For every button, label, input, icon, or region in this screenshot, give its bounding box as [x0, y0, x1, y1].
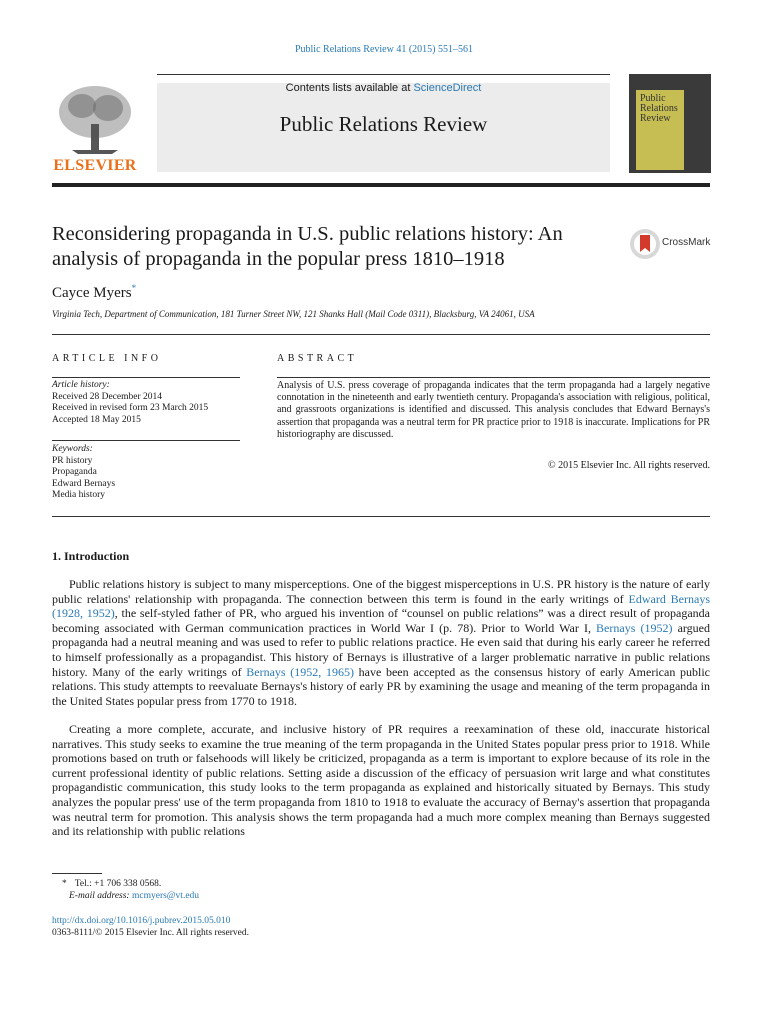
crossmark-icon [629, 228, 663, 260]
keyword-item: PR history [52, 455, 93, 466]
issn-copyright: 0363-8111/© 2015 Elsevier Inc. All rights reserved. [52, 928, 249, 938]
author-affiliation: Virginia Tech, Department of Communication, 181 Turner Street NW, 121 Shanks Hall (Mail Code 0311), Blacksburg, VA 24061, USA [52, 309, 535, 319]
author-name-text: Cayce Myers [52, 285, 132, 301]
section-rule [52, 334, 710, 335]
keywords-label: Keywords: [52, 444, 93, 454]
revised-date: Received in revised form 23 March 2015 [52, 403, 209, 413]
body-paragraph [52, 577, 710, 708]
article-history-label: Article history: [52, 380, 110, 390]
header-top-rule [157, 74, 610, 75]
accepted-date: Accepted 18 May 2015 [52, 414, 141, 425]
author-name [52, 283, 136, 302]
para-text: Public relations history is subject to many misperceptions. One of the biggest misperceptions in U.S. PR history is the nature of early public relations' relationship with propaganda. The connection between this term is found in the early writings of [52, 577, 710, 606]
email-link[interactable]: mcmyers@vt.edu [131, 891, 200, 901]
footnote-tel-line [52, 878, 199, 890]
keyword-item: Media history [52, 490, 106, 500]
article-title: Reconsidering propaganda in U.S. public relations history: An analysis of propaganda in the popular press 1810–1918 [52, 223, 563, 270]
header-thick-rule [52, 183, 710, 187]
elsevier-wordmark[interactable]: ELSEVIER [53, 157, 137, 174]
doi-block [52, 915, 249, 939]
abstract-heading: ABSTRACT [277, 353, 358, 364]
body-paragraph [52, 722, 710, 839]
author-footnote-mark[interactable]: * [131, 283, 137, 293]
cover-title: Public Relations Review [640, 93, 678, 124]
para-text: have been accepted as the consensus history of early American public relations. This study attempts to reevaluate Bernays's history of early PR by examining the usage and meaning of the term propaganda in the United States popular press from 1770 to 1918. [52, 664, 710, 708]
para-text: Creating a more complete, accurate, and inclusive history of PR requires a reexamination of these old, inaccurate historical narratives. This study seeks to examine the true meaning of the term propaganda in the United States popular press prior to 1918. While promotions based on truth or falsehoods will likely be criticized, propaganda as a term is important to explore because of its role in the current professional identity of public relations. Setting aside a discussion of the efficacy of persuasion writ large and what constitutes propagandistic communication, this study looks to the term propaganda as explained and historically situated by Bernays. This study analyzes the popular press' use of the term propaganda from 1810 to 1918 to evaluate the accuracy of Bernay's assertion that propaganda was neutral term for promotion. This analysis shows the term propaganda had a much more complex meaning than Bernays suggested and its relationship with public relations [52, 722, 710, 839]
received-date: Received 28 December 2014 [52, 391, 162, 402]
abstract-text: Analysis of U.S. press coverage of propaganda indicates that the term propaganda had a largely negative connotation in the nineteenth and early twentieth century. Propaganda's association with religious, political, and grassroots organizations is identified and discussed. This analysis concludes that Edward Bernays's assertion that propaganda was a neutral term for PR practice prior to 1918 is inaccurate. Implications for PR historiography are discussed. [277, 380, 710, 440]
citation-link[interactable]: Bernays (1952, 1965) [246, 664, 354, 679]
journal-citation-link[interactable]: Public Relations Review 41 (2015) 551–561 [294, 44, 474, 55]
abstract-copyright: © 2015 Elsevier Inc. All rights reserved. [547, 460, 710, 471]
sciencedirect-link[interactable]: ScienceDirect [413, 82, 482, 94]
keyword-item: Edward Bernays [52, 478, 116, 489]
contents-available-line [157, 82, 610, 94]
citation-link[interactable]: Bernays (1952) [596, 620, 673, 635]
footnote-tel: Tel.: +1 706 338 0568. [74, 879, 162, 889]
keywords-rule [52, 440, 240, 441]
article-info-heading: ARTICLE INFO [52, 353, 162, 364]
article-info-rule [52, 377, 240, 378]
article-history [52, 380, 208, 426]
citation-link[interactable]: Edward Bernays (1928, 1952) [52, 591, 711, 621]
footnote-email-line [52, 890, 199, 902]
para-text: argued propaganda had a neutral meaning and was used to refer to public relations practice. He even said that during his early career he referred to himself professionally as a propagandist. This history of Bernays is illustrative of a larger problematic narrative in public relations history. Many of the early writings of [52, 620, 710, 679]
section-rule [52, 516, 710, 517]
para-text: , the self-styled father of PR, who argued his invention of “counsel on public relations” was a direct result of propaganda becoming associated with German communication practices in World War I (p. 78). Prior to World War I, [52, 606, 710, 635]
crossmark-badge[interactable] [629, 228, 713, 260]
journal-name[interactable]: Public Relations Review [279, 112, 488, 136]
keywords-block [52, 444, 115, 502]
footnote-mark: * [62, 879, 67, 889]
footnote-rule [52, 873, 102, 874]
abstract-rule [277, 377, 710, 378]
crossmark-label: CrossMark [662, 237, 711, 248]
keyword-item: Propaganda [52, 467, 97, 477]
section-heading-introduction: 1. Introduction [52, 549, 130, 563]
doi-link[interactable]: http://dx.doi.org/10.1016/j.pubrev.2015.05.010 [52, 916, 231, 926]
author-footnote [52, 878, 199, 902]
email-label: E-mail address: [69, 891, 130, 901]
contents-prefix: Contents lists available at [285, 82, 414, 94]
